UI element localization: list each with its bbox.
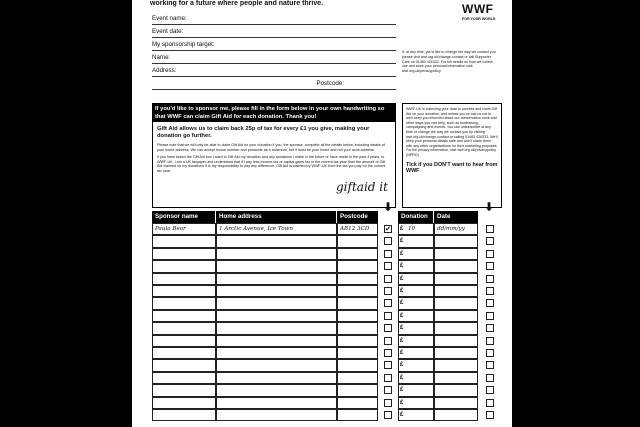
event-name-field[interactable]: Event name: (152, 12, 396, 25)
table-cell[interactable] (152, 235, 216, 247)
currency-symbol: £ (400, 300, 404, 307)
gift-aid-checkbox[interactable] (384, 299, 392, 307)
gift-aid-checkbox[interactable] (384, 399, 392, 407)
table-cell[interactable] (152, 335, 216, 347)
tagline: working for a future where people and nature thrive. (150, 0, 324, 7)
table-cell[interactable] (152, 372, 216, 384)
opt-out-checkbox[interactable] (486, 374, 494, 382)
sponsor-instructions-banner: If you'd like to sponsor me, please fill in the form below in your own handwriting so that WWF can claim Gift Aid for each donation. Thank you! (152, 103, 396, 122)
table-cell[interactable] (152, 285, 216, 297)
gift-aid-checkbox[interactable]: ✔ (385, 226, 391, 233)
gift-aid-checkbox[interactable] (384, 374, 392, 382)
table-cell[interactable] (216, 322, 337, 334)
opt-out-checkbox[interactable] (486, 312, 494, 320)
table-cell[interactable] (152, 273, 216, 285)
currency-symbol: £ (400, 275, 404, 282)
table-cell[interactable] (152, 322, 216, 334)
opt-out-checkbox[interactable] (486, 237, 494, 245)
privacy-info-text: WWF-UK is collecting your data to process and claim Gift Aid on your donation, and unless you've told us not to we'll keep you informed about our conservation work and other ways you can help, such as fundraising, campaigning and events. You can unsubscribe at any time or change the way we contact you by visiting wwf.org.uk/change-contact or calling 01483 426333. We'll keep your personal details safe and won't share them with any other organisations for their marketing purposes. For full privacy information, visit wwf.org.uk/privacypolicy (NPRO) (406, 107, 498, 157)
currency-symbol: £ (400, 399, 404, 406)
table-cell[interactable] (216, 372, 337, 384)
currency-symbol: £ (400, 337, 404, 344)
table-cell[interactable] (152, 359, 216, 371)
currency-symbol: £ (400, 325, 404, 332)
table-cell[interactable] (152, 297, 216, 309)
table-cell[interactable] (216, 397, 337, 409)
opt-out-checkbox[interactable] (486, 262, 494, 270)
table-cell[interactable] (434, 235, 478, 247)
currency-symbol: £ (400, 263, 404, 270)
table-cell[interactable] (337, 310, 378, 322)
opt-out-checkbox[interactable] (486, 411, 494, 419)
currency-symbol: £ (400, 250, 404, 257)
opt-out-checkbox[interactable] (486, 287, 494, 295)
table-cell[interactable] (152, 384, 216, 396)
table-cell[interactable] (434, 322, 478, 334)
opt-out-arrow-icon: ⬇ (484, 200, 495, 214)
table-cell[interactable] (337, 297, 378, 309)
currency-symbol: £ (400, 362, 404, 369)
wwf-logo-subtitle: FOR YOUR WORLD (462, 17, 496, 21)
table-cell[interactable] (152, 347, 216, 359)
sponsorship-target-field[interactable]: My sponsorship target: (152, 38, 396, 51)
table-cell[interactable] (398, 273, 434, 285)
gift-aid-box (152, 122, 396, 208)
home-address-entry: 1 Arctic Avenue, Ice Town (219, 226, 293, 232)
gift-aid-checkbox[interactable] (384, 250, 392, 258)
event-date-field[interactable]: Event date: (152, 25, 396, 38)
table-cell[interactable] (216, 297, 337, 309)
table-cell[interactable] (434, 372, 478, 384)
table-cell[interactable] (398, 359, 434, 371)
table-cell[interactable] (434, 335, 478, 347)
contact-note: If, at any time, you'd like to change the way we contact you please visit wwf.org.uk/change-contact or call Supporter Care on 01483 426333. For full details on how we collect, use and store your personal information visit wwf.org.uk/privacypolicy (402, 50, 496, 74)
table-cell[interactable] (398, 285, 434, 297)
col-donation: Donation (398, 211, 433, 223)
table-cell[interactable] (434, 285, 478, 297)
name-field[interactable]: Name: (152, 51, 396, 64)
table-cell[interactable] (398, 397, 434, 409)
postcode-entry: AB12 3CD (340, 226, 370, 232)
gift-aid-checkbox[interactable] (384, 275, 392, 283)
table-cell[interactable] (398, 223, 434, 235)
gift-aid-checkbox[interactable] (384, 386, 392, 394)
table-cell[interactable] (398, 297, 434, 309)
table-cell[interactable] (337, 359, 378, 371)
table-cell[interactable] (337, 409, 378, 421)
table-cell[interactable] (434, 359, 478, 371)
table-cell[interactable] (434, 260, 478, 272)
table-cell[interactable] (216, 359, 337, 371)
table-cell[interactable] (216, 260, 337, 272)
table-cell[interactable] (216, 235, 337, 247)
gift-aid-checkbox[interactable] (384, 262, 392, 270)
table-cell[interactable] (337, 248, 378, 260)
opt-out-checkbox[interactable] (486, 250, 494, 258)
gift-aid-checkbox[interactable] (384, 361, 392, 369)
gift-aid-checkbox[interactable] (384, 312, 392, 320)
currency-symbol: £ (400, 288, 404, 294)
table-cell[interactable] (434, 409, 478, 421)
giftaid-it-logo: giftaid it (336, 180, 388, 194)
col-sponsor-name: Sponsor name (152, 211, 215, 223)
table-cell[interactable] (216, 248, 337, 260)
table-cell[interactable] (398, 409, 434, 421)
table-cell[interactable] (337, 335, 378, 347)
table-cell[interactable] (434, 248, 478, 260)
privacy-info-box (402, 103, 502, 208)
table-cell[interactable] (398, 260, 434, 272)
table-cell[interactable] (152, 310, 216, 322)
opt-out-checkbox[interactable] (486, 225, 494, 233)
col-home-address: Home address (216, 211, 336, 223)
gift-aid-arrow-icon: ⬇ (383, 200, 394, 214)
table-cell[interactable] (337, 285, 378, 297)
table-cell[interactable] (216, 285, 337, 297)
gift-aid-checkbox[interactable] (384, 237, 392, 245)
currency-symbol: £ (400, 350, 404, 356)
currency-symbol: £ (400, 387, 404, 394)
currency-symbol: £ (400, 374, 404, 381)
gift-aid-declaration: If you have ticked the Gift Aid box I want to Gift Aid my donation and any donations I make in the future or have made in the past 4 years, to WWF-UK. I am a UK taxpayer and understand that if I pay less income tax or capital gains tax in the current tax year than the amount of Gift Aid claimed on my donations it is my responsibility to pay any difference. Gift Aid is claimed by WWF-UK from the tax you pay for the current tax year. (157, 155, 386, 173)
table-cell[interactable] (398, 384, 434, 396)
opt-out-checkbox[interactable] (486, 299, 494, 307)
postcode-field[interactable]: Postcode: (152, 77, 396, 90)
currency-symbol: £ (400, 412, 404, 418)
table-cell[interactable] (337, 235, 378, 247)
table-cell[interactable] (216, 273, 337, 285)
table-cell[interactable] (337, 372, 378, 384)
gift-aid-checkbox[interactable] (384, 337, 392, 345)
currency-symbol: £ (400, 312, 404, 319)
table-cell[interactable] (337, 260, 378, 272)
table-cell[interactable] (337, 273, 378, 285)
sponsorship-form (132, 0, 512, 427)
opt-out-checkbox[interactable] (486, 349, 494, 357)
table-cell[interactable] (216, 347, 337, 359)
table-cell[interactable] (434, 397, 478, 409)
table-cell[interactable] (398, 347, 434, 359)
table-cell[interactable] (152, 260, 216, 272)
table-cell[interactable] (398, 235, 434, 247)
table-cell[interactable] (398, 322, 434, 334)
table-cell[interactable] (398, 372, 434, 384)
table-cell[interactable] (434, 310, 478, 322)
opt-out-heading: Tick if you DON'T want to hear from WWF (406, 161, 498, 174)
table-cell[interactable] (152, 409, 216, 421)
table-cell[interactable] (337, 347, 378, 359)
table-cell[interactable] (434, 384, 478, 396)
wwf-logo: WWF (462, 2, 494, 16)
table-cell[interactable] (398, 310, 434, 322)
donation-entry: 10 (408, 226, 416, 232)
gift-aid-checkbox[interactable] (384, 349, 392, 357)
opt-out-checkbox[interactable] (486, 275, 494, 283)
gift-aid-checkbox[interactable] (384, 411, 392, 419)
col-date: Date (434, 211, 478, 223)
currency-symbol: £ (400, 226, 404, 232)
opt-out-checkbox[interactable] (486, 361, 494, 369)
table-cell[interactable] (434, 273, 478, 285)
gift-aid-checkbox[interactable] (384, 287, 392, 295)
table-cell[interactable] (337, 397, 378, 409)
opt-out-checkbox[interactable] (486, 337, 494, 345)
table-cell[interactable] (337, 384, 378, 396)
currency-symbol: £ (400, 238, 404, 245)
table-cell[interactable] (434, 297, 478, 309)
sponsor-name-entry: Paula Bear (155, 226, 186, 232)
address-field[interactable]: Address: (152, 64, 396, 77)
col-postcode: Postcode (337, 211, 378, 223)
table-cell[interactable] (216, 335, 337, 347)
table-cell[interactable] (152, 397, 216, 409)
gift-aid-heading: Gift Aid allows us to claim back 25p of tax for every £1 you give, making your donation go further. (157, 126, 370, 139)
opt-out-checkbox[interactable] (486, 324, 494, 332)
table-cell[interactable] (216, 384, 337, 396)
table-cell[interactable] (398, 335, 434, 347)
gift-aid-note: Please note that we will only be able to claim Gift Aid on your donation if you, the sponsor, complete all the details below, including details of your home address. We can accept house number and postcode as a minimum, but it must be your home and not your work address. (157, 143, 385, 152)
table-cell[interactable] (434, 347, 478, 359)
date-entry: dd/mm/yy (437, 226, 465, 232)
table-cell[interactable] (398, 248, 434, 260)
gift-aid-checkbox[interactable] (384, 324, 392, 332)
table-cell[interactable] (216, 409, 337, 421)
opt-out-checkbox[interactable] (486, 399, 494, 407)
table-cell[interactable] (216, 310, 337, 322)
table-cell[interactable] (337, 322, 378, 334)
table-cell[interactable] (152, 248, 216, 260)
opt-out-checkbox[interactable] (486, 386, 494, 394)
